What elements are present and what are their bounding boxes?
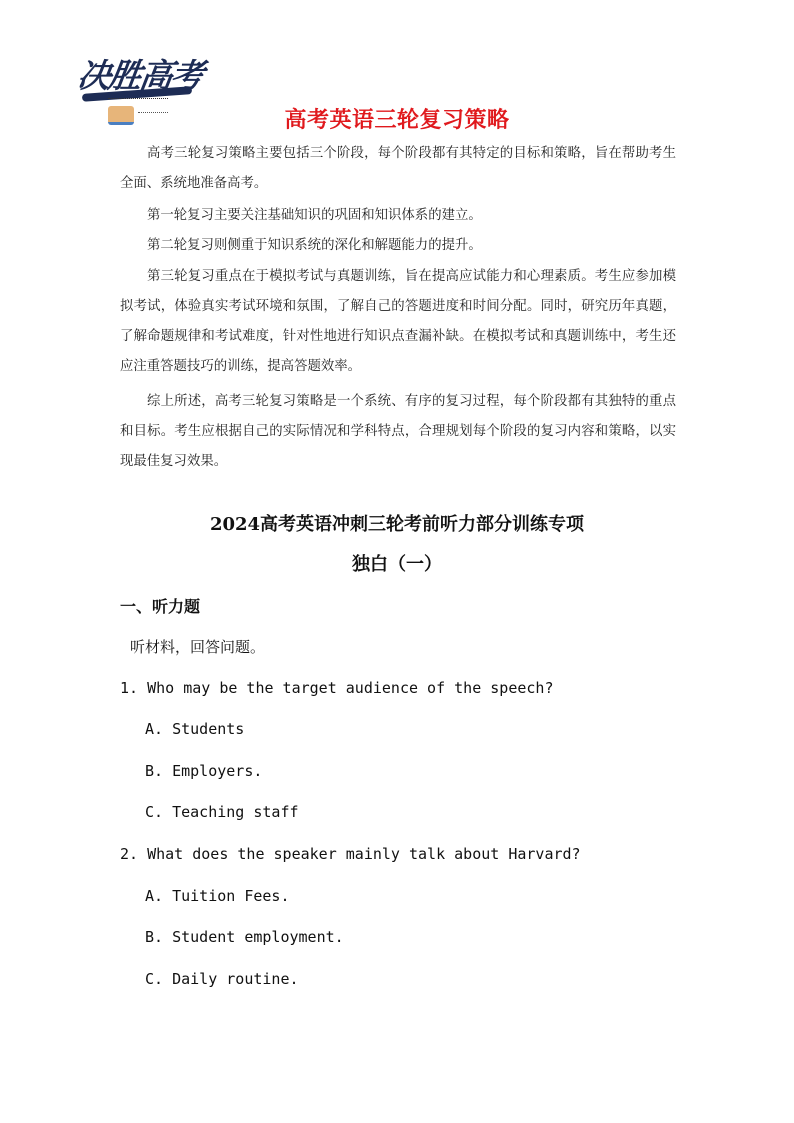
question-1: 1. Who may be the target audience of the speech? bbox=[120, 679, 554, 697]
exam-subtitle: 独白（一） bbox=[352, 554, 442, 575]
logo-dotted-line bbox=[108, 98, 168, 102]
question-2: 2. What does the speaker mainly talk about Harvard? bbox=[120, 845, 581, 863]
question-1-option-c: C. Teaching staff bbox=[145, 803, 299, 821]
exam-title: 2024高考英语冲刺三轮考前听力部分训练专项 bbox=[209, 514, 585, 535]
question-1-option-a: A. Students bbox=[145, 720, 245, 738]
page-title: 高考英语三轮复习策略 bbox=[284, 108, 510, 133]
intro-paragraph-5: 综上所述，高考三轮复习策略是一个系统、有序的复习过程，每个阶段都有其独特的重点和目标。考生应根据自己的实际情况和学科特点，合理规划每个阶段的复习内容和策略，以实现最佳复习效果。 bbox=[120, 394, 676, 469]
logo-text: 决胜高考 bbox=[74, 56, 205, 95]
question-1-option-b: B. Employers. bbox=[145, 762, 263, 780]
question-2-option-b: B. Student employment. bbox=[145, 928, 344, 946]
question-2-option-c: C. Daily routine. bbox=[145, 970, 299, 988]
intro-paragraph-2: 第一轮复习主要关注基础知识的巩固和知识体系的建立。 bbox=[147, 208, 482, 223]
question-2-option-a: A. Tuition Fees. bbox=[145, 887, 290, 905]
intro-paragraph-3: 第二轮复习则侧重于知识系统的深化和解题能力的提升。 bbox=[147, 238, 482, 253]
instruction-text: 听材料，回答问题。 bbox=[130, 638, 266, 656]
intro-paragraph-4: 第三轮复习重点在于模拟考试与真题训练，旨在提高应试能力和心理素质。考生应参加模拟考试，体验真实考试环境和氛围，了解自己的答题进度和时间分配。同时，研究历年真题，了解命题规律和考试难度，针对性地进行知识点查漏补缺。在模拟考试和真题训练中，考生还应注重答题技巧的训练，提高答题效率。 bbox=[120, 269, 676, 374]
section-heading: 一、听力题 bbox=[120, 597, 201, 616]
intro-paragraph-1: 高考三轮复习策略主要包括三个阶段，每个阶段都有其特定的目标和策略，旨在帮助考生全面、系统地准备高考。 bbox=[120, 146, 676, 191]
